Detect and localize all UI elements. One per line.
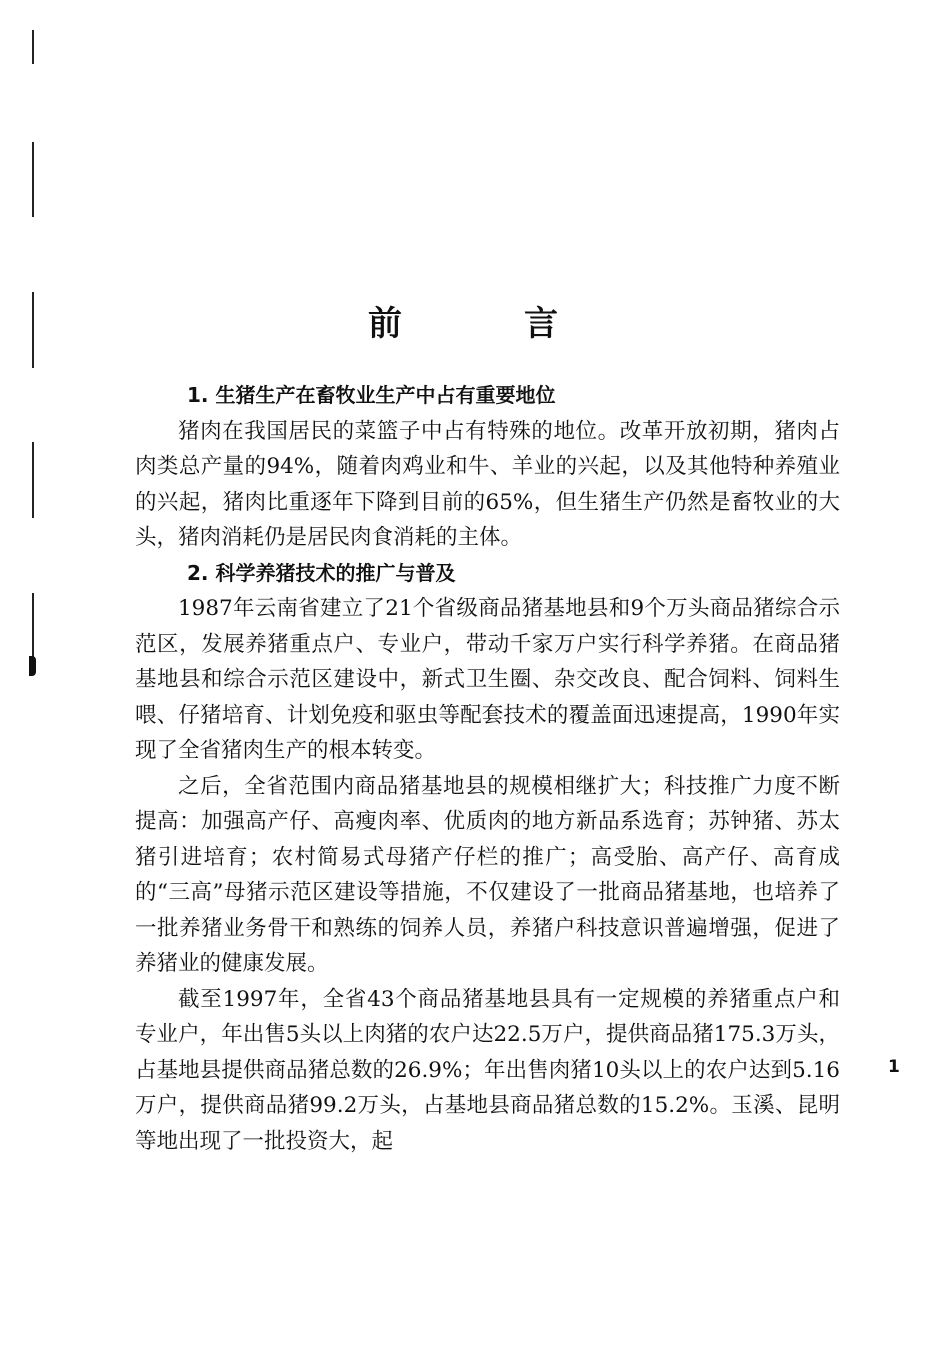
binding-edge-mark [32,142,34,217]
page-title: 前 言 [368,304,602,344]
page-number: 1 [888,1057,900,1077]
binding-edge-tab [29,656,36,676]
section-heading: 1. 生猪生产在畜牧业生产中占有重要地位 [187,383,556,407]
section-heading: 2. 科学养猪技术的推广与普及 [187,560,456,585]
paragraph: 截至1997年，全省43个商品猪基地县具有一定规模的养猪重点户和专业户，年出售5头以上肉猪的农户达22.5万户，提供商品猪175.3万头，占基地县提供商品猪总数的26.9%；年出售肉猪10头以上的农户达到5.16万户，提供商品猪99.2万头，占基地县商品猪总数的15.2%。玉溪、昆明等地出现了一批投资大，起 [135,986,840,1154]
binding-edge-mark [32,30,34,64]
binding-edge-mark [32,442,34,518]
document-body [135,378,840,1159]
paragraph: 之后，全省范围内商品猪基地县的规模相继扩大；科技推广力度不断提高：加强高产仔、高瘦肉率、优质肉的地方新品系选育；苏钟猪、苏太猪引进培育；农村简易式母猪产仔栏的推广；高受胎、高产仔、高育成的“三高”母猪示范区建设等措施，不仅建设了一批商品猪基地，也培养了一批养猪业务骨干和熟练的饲养人员，养猪户科技意识普遍增强，促进了养猪业的健康发展。 [135,773,840,976]
paragraph: 1987年云南省建立了21个省级商品猪基地县和9个万头商品猪综合示范区，发展养猪重点户、专业户，带动千家万户实行科学养猪。在商品猪基地县和综合示范区建设中，新式卫生圈、杂交改良、配合饲料、饲料生喂、仔猪培育、计划免疫和驱虫等配套技术的覆盖面迅速提高，1990年实现了全省猪肉生产的根本转变。 [135,596,840,763]
paragraph: 猪肉在我国居民的菜篮子中占有特殊的地位。改革开放初期，猪肉占肉类总产量的94%，随着肉鸡业和牛、羊业的兴起，以及其他特种养殖业的兴起，猪肉比重逐年下降到目前的65%，但生猪生产仍然是畜牧业的大头，猪肉消耗仍是居民肉食消耗的主体。 [135,418,840,550]
